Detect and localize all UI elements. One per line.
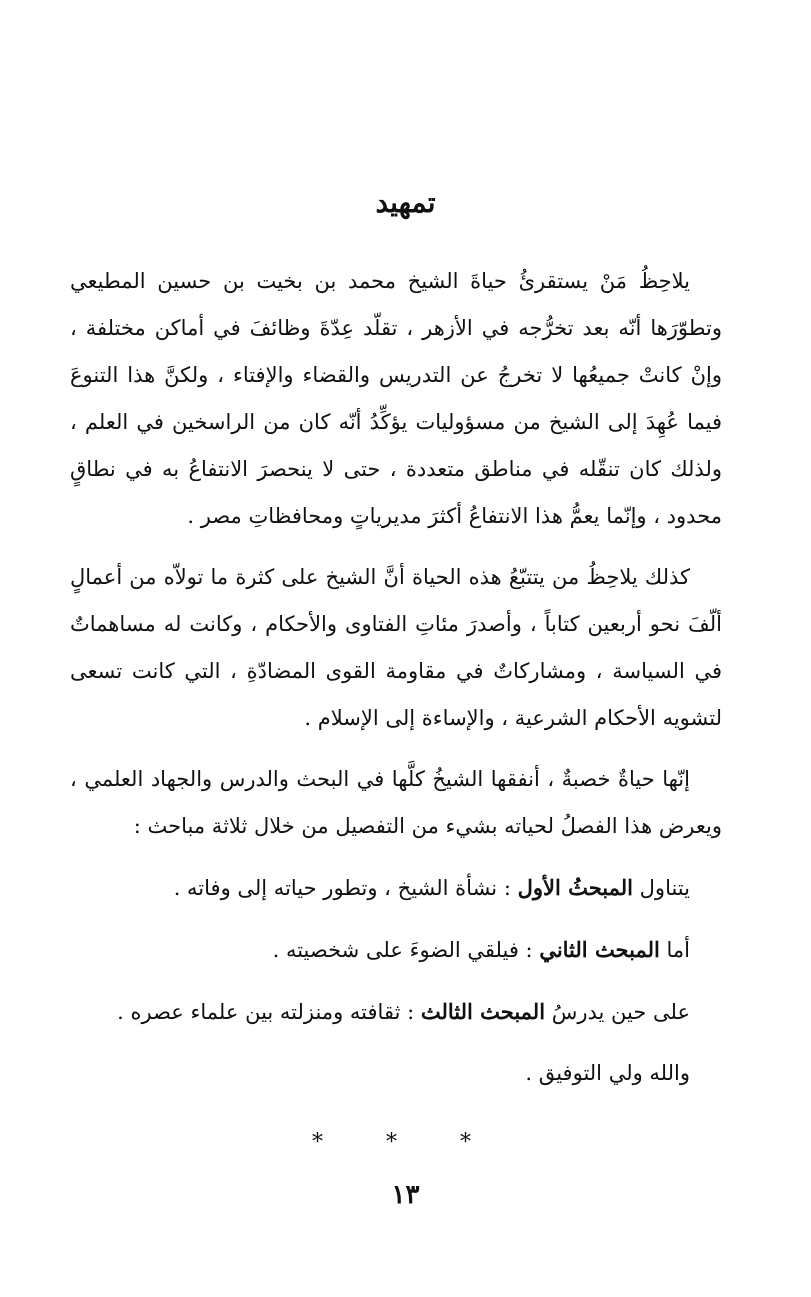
section-2-prefix: أما [659, 938, 690, 962]
chapter-heading: تمهيد [375, 186, 436, 219]
section-item-2 [70, 926, 722, 974]
paragraph-3: إنّها حياةٌ خصبةٌ ، أنفقها الشيخُ كلَّها في البحث والدرس والجهاد العلمي ، ويعرض هذا الفصلُ لحياته بشيء من التفصيل من خلال ثلاثة مباحث : [70, 767, 722, 838]
paragraph-1: يلاحِظُ مَنْ يستقرئُ حياةَ الشيخ محمد بن بخيت بن حسين المطيعي وتطوّرَها أنّه بعد تخرُّجه في الأزهر ، تقلّد عِدّةَ وظائفَ في أماكن مختلفة ، وإنْ كانتْ جميعُها لا تخرجُ عن التدريس والقضاء والإفتاء ، ولكنَّ هذا التنوعَ فيما عُهِدَ إلى الشيخ من مسؤوليات يؤكِّدُ أنّه كان من الراسخين في العلم ، ولذلك كان تنقّله في مناطق متعددة ، حتى لا ينحصرَ الانتفاعُ به في نطاقٍ محدود ، وإنّما يعمُّ هذا الانتفاعُ أكثرَ مديرياتٍ ومحافظاتِ مصر . [70, 269, 722, 528]
section-item-3 [70, 988, 722, 1036]
paragraph-2: كذلك يلاحِظُ من يتتبّعُ هذه الحياة أنَّ الشيخ على كثرة ما تولاّه من أعمالٍ ألّفَ نحو أربعين كتاباً ، وأصدرَ مئاتِ الفتاوى والأحكام ، وكانت له مساهماتٌ في السياسة ، ومشاركاتٌ في مقاومة القوى المضادّةِ ، التي كانت تسعى لتشويه الأحكام الشرعية ، والإساءة إلى الإسلام . [70, 565, 722, 730]
section-3-prefix: على حين يدرسُ [545, 1000, 690, 1024]
section-2-description: : فيلقي الضوءَ على شخصيته . [272, 938, 540, 962]
section-2-title: المبحث الثاني [539, 937, 660, 962]
section-separator: * * * [312, 1130, 499, 1155]
page-number: ١٣ [391, 1180, 420, 1210]
page-body [70, 258, 722, 1097]
section-1-prefix: يتناول [633, 876, 690, 900]
section-item-1 [70, 864, 722, 912]
section-1-title: المبحثُ الأول [517, 875, 633, 900]
section-3-description: : ثقافته ومنزلته بين علماء عصره . [117, 1000, 421, 1024]
section-3-title: المبحث الثالث [420, 999, 546, 1024]
section-1-description: : نشأة الشيخ ، وتطور حياته إلى وفاته . [173, 876, 518, 900]
closing-line: والله ولي التوفيق . [525, 1061, 690, 1085]
